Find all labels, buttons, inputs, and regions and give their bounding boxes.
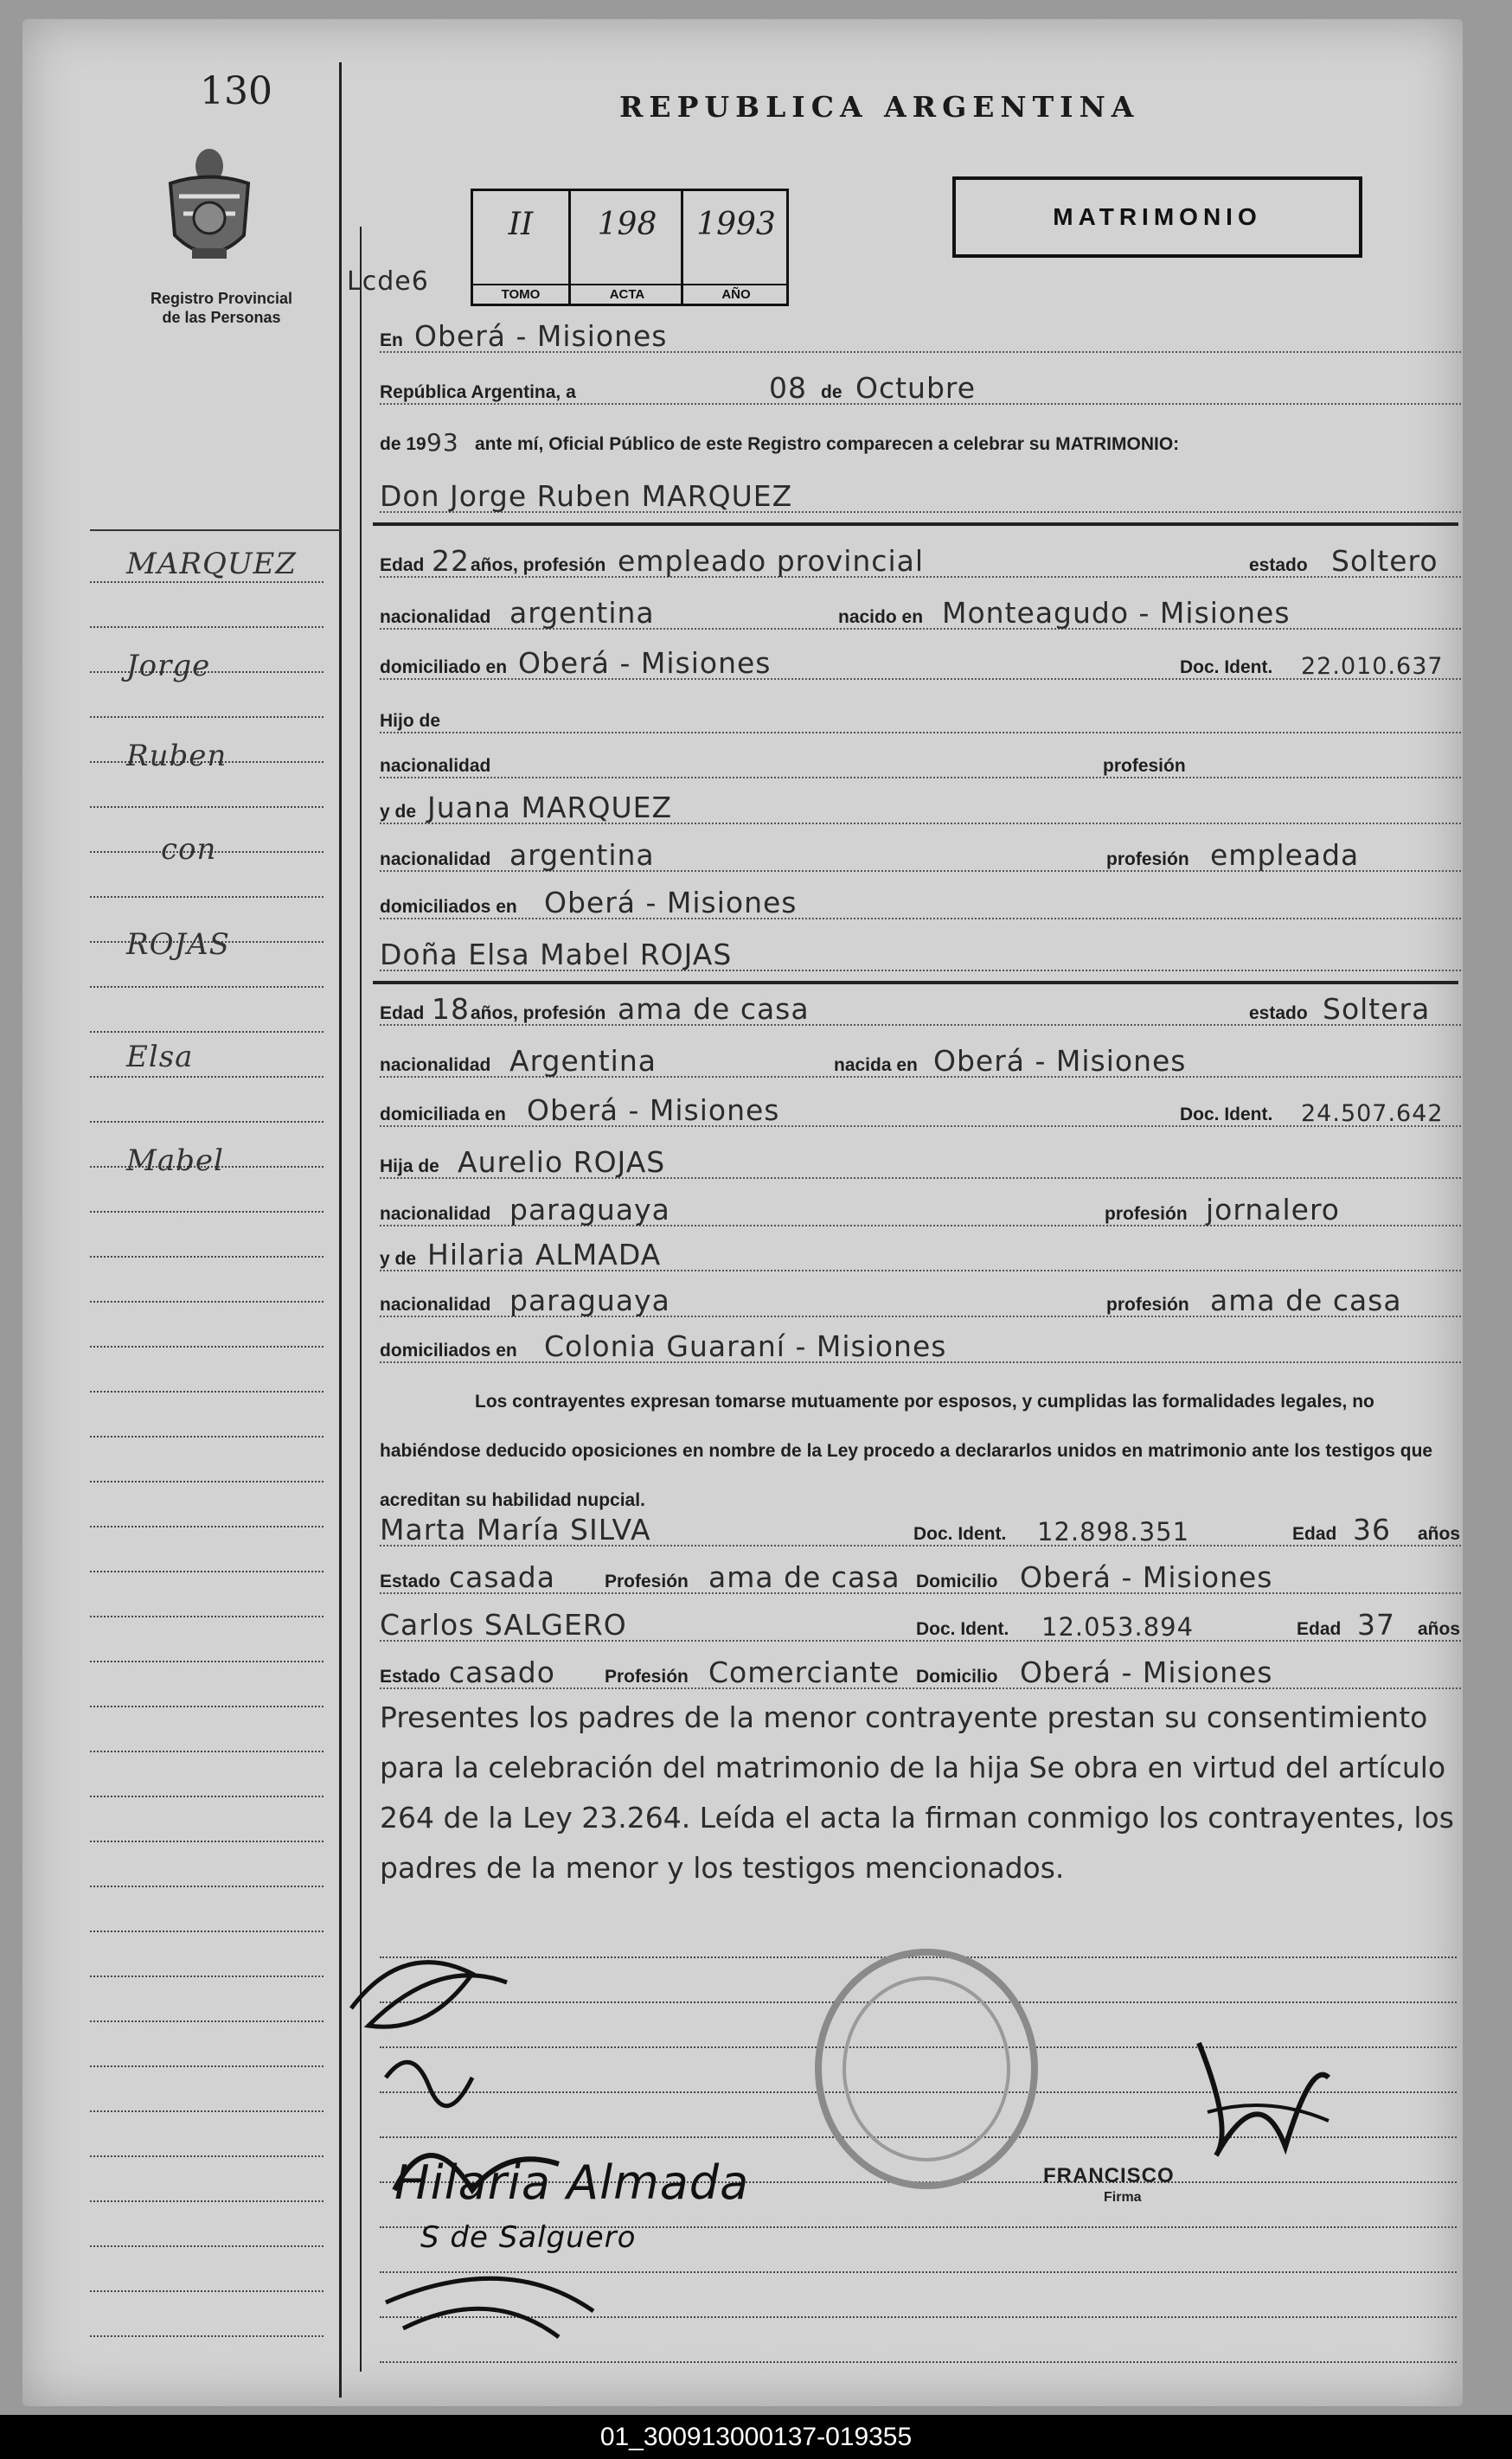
folio-number: 130 [200, 69, 272, 113]
nacionalidad-label: nacionalidad [380, 1295, 491, 1315]
groom-domicilio: Oberá - Misiones [518, 646, 772, 680]
bride-separator [373, 981, 1458, 984]
witness2-domicilio: Oberá - Misiones [1020, 1655, 1273, 1689]
groom-separator [373, 522, 1458, 526]
witness1-details-row [380, 1560, 1461, 1598]
groom-nacionalidad: argentina [509, 596, 655, 630]
bride-doc: 24.507.642 [1301, 1100, 1444, 1127]
profesion-label: años, profesión [471, 1003, 606, 1023]
witness1-domicilio: Oberá - Misiones [1020, 1560, 1273, 1594]
notes-text: Presentes los padres de la menor contrayente prestan su consentimiento para la celebración del matrimonio de la hija Se obra en virtud del artículo 264 de la Ley 23.264. Leída el acta la firman conmigo los contrayentes, los padres de la menor y los testigos mencionados. [380, 1700, 1454, 1885]
image-caption: 01_300913000137-019355 [0, 2415, 1512, 2459]
bride-mother-nac-row [380, 1286, 1461, 1321]
margin-ruled-line [90, 1571, 324, 1573]
en-label: En [380, 330, 403, 350]
margin-ruled-line [90, 2245, 324, 2248]
official-name: FRANCISCO [1043, 2164, 1175, 2187]
groom-madre: Juana MARQUEZ [427, 791, 673, 824]
bride-madre-nac: paraguaya [509, 1284, 670, 1317]
nacido-label: nacido en [838, 607, 924, 627]
row-date [380, 371, 1461, 408]
witness1-row [380, 1515, 1461, 1550]
tomo-label: TOMO [473, 284, 568, 302]
signature-ruled-line [380, 2361, 1457, 2364]
ano-value: 1993 [696, 207, 776, 242]
margin-ruled-line [90, 626, 324, 629]
margin-ruled-line [90, 2335, 324, 2338]
bride-padres-dom: Colonia Guaraní - Misiones [544, 1329, 947, 1363]
tomo-cell [473, 191, 568, 304]
margin-ruled-line [90, 1976, 324, 1978]
groom-father-nac-row [380, 747, 1461, 782]
doc-label: Doc. Ident. [916, 1619, 1009, 1639]
nacionalidad-label: nacionalidad [380, 1204, 491, 1224]
anos-label: años [1418, 1524, 1461, 1544]
month-value: Octubre [855, 371, 977, 405]
groom-parents-dom-row [380, 888, 1461, 923]
de-label: de [821, 382, 842, 402]
signature-hilaria: Hilaria Almada [394, 2155, 750, 2210]
ano-cell [681, 191, 789, 304]
groom-age-row [380, 544, 1461, 581]
margin-ruled-line [90, 2110, 324, 2113]
nacida-label: nacida en [834, 1055, 918, 1075]
registry-line1: Registro Provincial [150, 290, 293, 307]
profesion-label: profesión [1105, 1204, 1188, 1224]
margin-name: ROJAS [126, 927, 230, 962]
margin-ruled-line [90, 1751, 324, 1753]
year-suffix: 93 [426, 428, 459, 457]
witness1-edad: 36 [1353, 1513, 1391, 1546]
estado-label: Estado [380, 1572, 441, 1591]
register-page [22, 19, 1463, 2406]
official-role: Firma [1104, 2190, 1142, 2205]
nacionalidad-label: nacionalidad [380, 849, 491, 869]
hija-label: Hija de [380, 1156, 439, 1176]
place-value: Oberá - Misiones [414, 319, 668, 353]
groom-mother-row [380, 793, 1461, 828]
doc-label: Doc. Ident. [1180, 657, 1273, 677]
y-de-label: y de [380, 1249, 417, 1269]
margin-ruled-line [90, 1661, 324, 1663]
domiciliado-label: domiciliado en [380, 657, 508, 677]
acta-cell [568, 191, 683, 304]
bride-age-row [380, 992, 1461, 1029]
bride-profesion: ama de casa [618, 992, 810, 1026]
witness1-profesion: ama de casa [708, 1560, 900, 1594]
bride-padre-nac: paraguaya [509, 1193, 670, 1226]
bride-father-row [380, 1145, 1461, 1182]
margin-ruled-line [90, 986, 324, 989]
margin-name: Elsa [126, 1040, 194, 1074]
signature-salgero: S de Salguero [420, 2220, 637, 2255]
registry-line2: de las Personas [162, 309, 281, 326]
witness2-doc: 12.053.894 [1041, 1612, 1195, 1642]
margin-ruled-line [90, 2155, 324, 2158]
domiciliada-label: domiciliada en [380, 1105, 506, 1124]
groom-name-row [380, 479, 1461, 516]
bride-madre: Hilaria ALMADA [427, 1238, 662, 1271]
margin-ruled-line [90, 1796, 324, 1798]
witness2-estado: casado [449, 1655, 555, 1689]
margin-ruled-line [90, 1436, 324, 1438]
act-reference-box [471, 189, 789, 306]
margin-ruled-line [90, 1886, 324, 1888]
country-title: REPUBLICA ARGENTINA [619, 90, 1140, 124]
margin-name: MARQUEZ [126, 547, 297, 581]
acta-label: ACTA [571, 284, 683, 302]
groom-estado: Soltero [1331, 544, 1438, 578]
ano-label: AÑO [683, 284, 789, 302]
row-year [380, 426, 1461, 460]
margin-ruled-line [90, 1616, 324, 1618]
bride-nac-row [380, 1044, 1461, 1081]
doc-label: Doc. Ident. [913, 1524, 1007, 1544]
domiciliados-label: domiciliados en [380, 1341, 517, 1361]
margin-name: Ruben [126, 739, 227, 773]
nacionalidad-label: nacionalidad [380, 607, 491, 627]
witness1-estado: casada [449, 1560, 555, 1594]
bride-padre: Aurelio ROJAS [458, 1145, 666, 1179]
groom-father-row [380, 702, 1461, 737]
republica-label: República Argentina, a [380, 382, 576, 402]
margin-ruled-line [90, 1391, 324, 1393]
witness2-details-row [380, 1655, 1461, 1693]
y-de-label: y de [380, 802, 417, 822]
margin-ruled-line [90, 1031, 324, 1034]
estado-label: estado [1249, 1003, 1308, 1023]
year-prefix: de 19 [380, 434, 426, 454]
margin-name: con [161, 832, 217, 867]
bride-dom-row [380, 1093, 1461, 1130]
groom-mother-nac-row [380, 838, 1461, 875]
witness1-name: Marta María SILVA [380, 1513, 651, 1546]
estado-label: Estado [380, 1667, 441, 1687]
act-type-label: MATRIMONIO [1053, 203, 1262, 230]
edad-label: Edad [380, 555, 425, 575]
bride-padre-prof: jornalero [1206, 1193, 1340, 1226]
witness2-row [380, 1608, 1461, 1645]
day-value: 08 [769, 371, 807, 405]
official-signature-icon [1182, 2026, 1337, 2173]
groom-profesion: empleado provincial [618, 544, 925, 578]
anos-label: años [1418, 1619, 1461, 1639]
margin-ruled-line [90, 1841, 324, 1843]
bride-mother-row [380, 1240, 1461, 1275]
act-type-box [952, 176, 1362, 258]
groom-dom-row [380, 646, 1461, 683]
side-note: Lcde6 [347, 266, 429, 297]
margin-ruled-line [90, 1481, 324, 1483]
edad-label: Edad [380, 1003, 425, 1023]
groom-nac-row [380, 596, 1461, 633]
margin-ruled-line [90, 1121, 324, 1124]
edad-label: Edad [1297, 1619, 1342, 1639]
doc-label: Doc. Ident. [1180, 1105, 1273, 1124]
bride-nacida: Oberá - Misiones [933, 1044, 1187, 1078]
profesion-label: años, profesión [471, 555, 606, 575]
bride-estado: Soltera [1323, 992, 1431, 1026]
margin-name: Jorge [126, 649, 211, 683]
row-place [380, 319, 1461, 356]
margin-ruled-line [90, 2020, 324, 2023]
edad-label: Edad [1292, 1524, 1337, 1544]
bride-name-row [380, 940, 1461, 975]
profesion-label: Profesión [605, 1572, 689, 1591]
groom-nacido: Monteagudo - Misiones [942, 596, 1291, 630]
domicilio-label: Domicilio [916, 1572, 998, 1591]
coat-of-arms-icon [157, 131, 261, 274]
margin-ruled-line [90, 1211, 324, 1213]
margin-ruled-line [90, 1931, 324, 1933]
profesion-label: profesión [1106, 849, 1189, 869]
estado-label: estado [1249, 555, 1308, 575]
margin-ruled-line [90, 2200, 324, 2203]
intro-text: ante mí, Oficial Público de este Registro comparecen a celebrar su MATRIMONIO: [475, 434, 1180, 454]
signatures-icon [334, 1905, 1043, 2354]
bride-domicilio: Oberá - Misiones [527, 1093, 780, 1127]
margin-ruled-line [90, 1526, 324, 1528]
margin-ruled-line [90, 2290, 324, 2293]
profesion-label: Profesión [605, 1667, 689, 1687]
profesion-label: profesión [1106, 1295, 1189, 1315]
bride-parents-dom-row [380, 1329, 1461, 1367]
registry-name [126, 289, 317, 327]
bride-madre-prof: ama de casa [1210, 1284, 1402, 1317]
nacionalidad-label: nacionalidad [380, 1055, 491, 1075]
witness2-name: Carlos SALGERO [380, 1608, 627, 1642]
margin-name: Mabel [126, 1143, 224, 1178]
witness1-doc: 12.898.351 [1037, 1517, 1190, 1546]
groom-madre-prof: empleada [1210, 838, 1360, 872]
margin-ruled-line [90, 1301, 324, 1303]
domicilio-label: Domicilio [916, 1667, 998, 1687]
acta-value: 198 [597, 207, 657, 242]
profesion-label: profesión [1103, 756, 1186, 776]
witness2-profesion: Comerciante [708, 1655, 900, 1689]
margin-ruled-line [90, 716, 324, 719]
declaration-text: Los contrayentes expresan tomarse mutuamente por esposos, y cumplidas las formalidades legales, no habiéndose deducido oposiciones en nombre de la Ley procedo a declararlos unidos en matrimonio ante los testigos que acreditan su habilidad nupcial. [380, 1392, 1433, 1510]
groom-doc: 22.010.637 [1301, 653, 1444, 680]
groom-padres-dom: Oberá - Misiones [544, 886, 798, 919]
domiciliados-label: domiciliados en [380, 897, 517, 917]
bride-father-nac-row [380, 1195, 1461, 1230]
bride-edad: 18 [432, 992, 470, 1026]
groom-edad: 22 [432, 544, 470, 578]
margin-ruled-line [90, 581, 324, 584]
hijo-label: Hijo de [380, 711, 441, 731]
bride-nacionalidad: Argentina [509, 1044, 657, 1078]
witness2-edad: 37 [1357, 1608, 1395, 1642]
margin-ruled-line [90, 806, 324, 809]
margin-ruled-line [90, 1256, 324, 1258]
margin-ruled-line [90, 1346, 324, 1348]
groom-name: Don Jorge Ruben MARQUEZ [380, 479, 793, 513]
groom-madre-nac: argentina [509, 838, 655, 872]
margin-header-rule [90, 529, 341, 531]
bride-name: Doña Elsa Mabel ROJAS [380, 938, 733, 971]
margin-ruled-line [90, 896, 324, 899]
margin-ruled-line [90, 1706, 324, 1708]
tomo-value: II [508, 207, 534, 242]
margin-ruled-line [90, 1076, 324, 1079]
nacionalidad-label: nacionalidad [380, 756, 491, 776]
margin-ruled-line [90, 2065, 324, 2068]
